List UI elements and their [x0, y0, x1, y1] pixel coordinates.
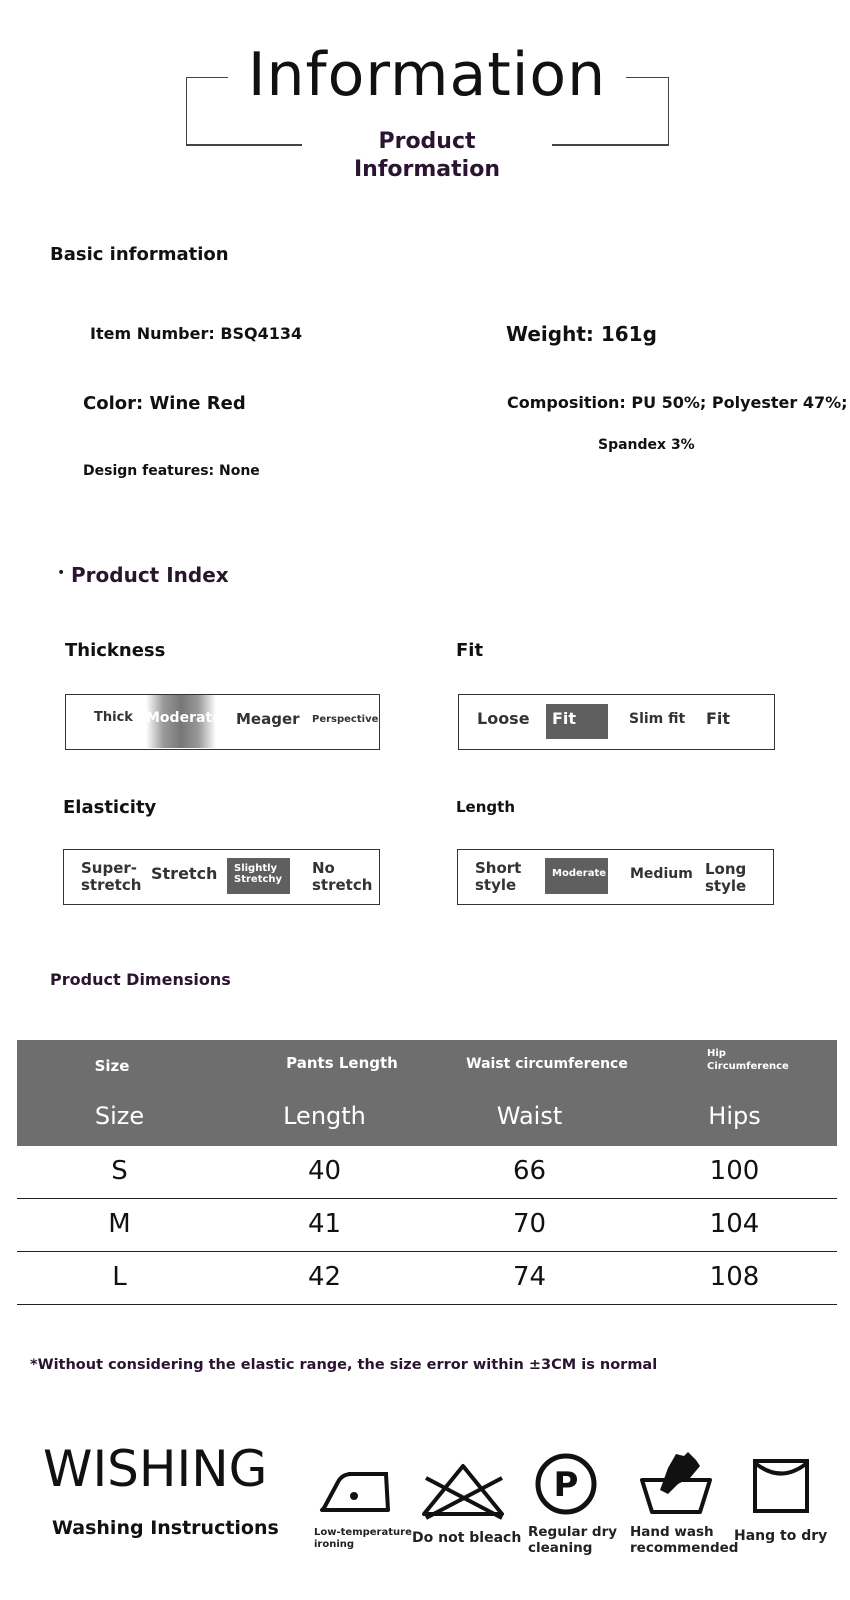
product-index-heading: Product Index	[71, 563, 229, 587]
design-features: Design features: None	[83, 463, 260, 479]
cell-length: 40	[307, 1156, 342, 1186]
care-label-dry-cleaning: Regular dry cleaning	[528, 1524, 618, 1556]
thickness-label: Thickness	[65, 640, 166, 661]
cell-waist: 70	[512, 1209, 547, 1239]
length-option-moderate: Moderate	[545, 858, 608, 894]
page-title: Information	[228, 40, 626, 110]
elasticity-option-stretch: Stretch	[151, 864, 218, 883]
care-label-bleach: Do not bleach	[412, 1530, 522, 1546]
length-option-medium: Medium	[630, 866, 693, 882]
elasticity-option-no-stretch: No stretch	[312, 859, 373, 894]
care-label-hand-wash: Hand wash recommended	[630, 1524, 739, 1556]
hand-wash-icon	[638, 1450, 714, 1516]
cell-waist: 74	[512, 1262, 547, 1292]
do-not-bleach-icon	[418, 1460, 508, 1520]
elasticity-scale	[63, 849, 380, 905]
page-subtitle: Product Information	[302, 128, 552, 184]
fit-scale	[458, 694, 775, 750]
fit-option-fit: Fit	[706, 709, 731, 728]
basic-info-heading: Basic information	[50, 244, 229, 265]
care-label-hang-dry: Hang to dry	[734, 1528, 828, 1544]
cell-length: 42	[307, 1262, 342, 1292]
length-label: Length	[456, 798, 515, 816]
table-row	[17, 1252, 837, 1305]
cell-hips: 104	[709, 1209, 760, 1239]
thickness-scale	[65, 694, 380, 750]
table-row	[17, 1146, 837, 1199]
washing-subtitle: Washing Instructions	[52, 1517, 279, 1539]
dry-clean-p-icon	[534, 1452, 598, 1516]
header-waist: Waist	[496, 1102, 563, 1130]
header-hip-circumference: Hip Circumference	[707, 1048, 789, 1072]
elasticity-label: Elasticity	[63, 797, 157, 818]
header-pants-length: Pants Length	[286, 1054, 398, 1072]
elasticity-option-slightly-stretchy: Slightly Stretchy	[227, 858, 290, 894]
thickness-option-moderate: Moderate	[146, 695, 216, 748]
hang-to-dry-icon	[752, 1458, 810, 1514]
cell-size: S	[111, 1156, 128, 1186]
length-option-long-style: Long style	[705, 860, 747, 895]
size-error-note: *Without considering the elastic range, the size error within ±3CM is normal	[30, 1357, 658, 1373]
cell-size: L	[112, 1262, 127, 1292]
header-frame-line-right	[552, 144, 669, 146]
fit-option-fit-selected: Fit	[546, 704, 608, 739]
item-number: Item Number: BSQ4134	[90, 324, 303, 343]
elasticity-option-super-stretch: Super- stretch	[81, 859, 142, 894]
care-label-ironing: Low-temperature ironing	[314, 1527, 412, 1550]
thickness-option-thick: Thick	[94, 710, 133, 725]
iron-low-temperature-icon	[318, 1464, 394, 1516]
cell-waist: 66	[512, 1156, 547, 1186]
size-table	[17, 1040, 837, 1305]
cell-hips: 108	[709, 1262, 760, 1292]
washing-title: WISHING	[43, 1440, 268, 1498]
table-row	[17, 1199, 837, 1252]
cell-hips: 100	[709, 1156, 760, 1186]
weight: Weight: 161g	[506, 322, 657, 346]
fit-label: Fit	[456, 640, 484, 661]
header-waist-circumference: Waist circumference	[466, 1056, 628, 1072]
composition-line2: Spandex 3%	[598, 437, 695, 453]
header-size: Size	[94, 1102, 145, 1130]
fit-option-slim-fit: Slim fit	[629, 711, 686, 727]
header-hips: Hips	[708, 1102, 761, 1130]
fit-option-loose: Loose	[477, 709, 530, 728]
thickness-option-meager: Meager	[236, 710, 300, 728]
thickness-option-perspective: Perspective	[312, 714, 379, 725]
cell-length: 41	[307, 1209, 342, 1239]
length-option-short-style: Short style	[475, 859, 522, 894]
bullet-dot: •	[57, 565, 66, 581]
length-scale	[457, 849, 774, 905]
header-length: Length	[283, 1102, 366, 1130]
color: Color: Wine Red	[83, 393, 246, 414]
svg-text:P: P	[553, 1465, 579, 1505]
product-dimensions-heading: Product Dimensions	[50, 970, 231, 989]
size-table-header	[17, 1040, 837, 1146]
composition-line1: Composition: PU 50%; Polyester 47%;	[507, 393, 848, 412]
cell-size: M	[108, 1209, 131, 1239]
header-frame-line-left	[186, 144, 302, 146]
header-size-top: Size	[94, 1057, 130, 1075]
